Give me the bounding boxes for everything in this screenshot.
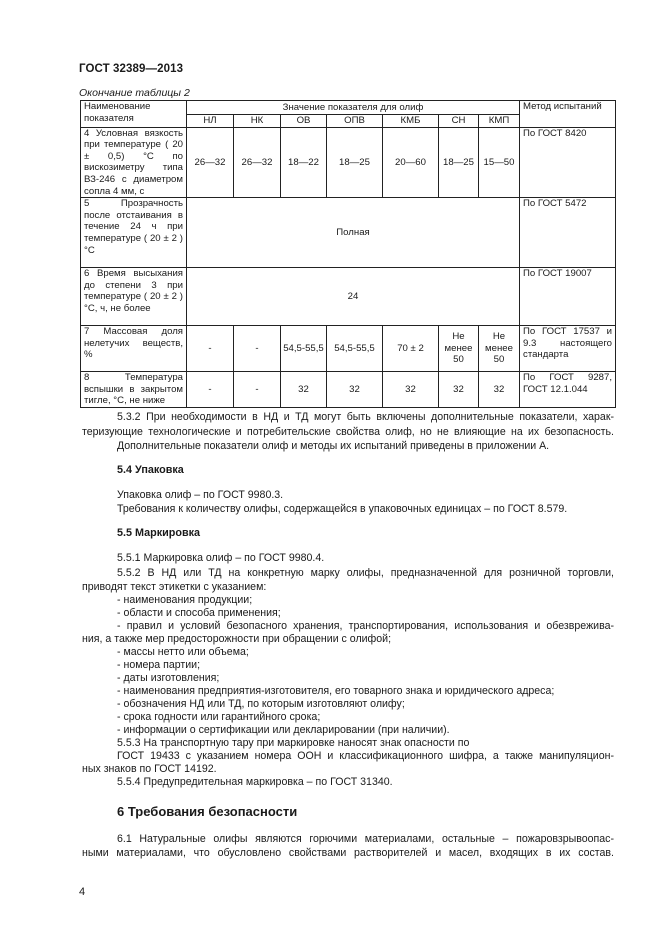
paragraph-line: ных знаков по ГОСТ 14192. bbox=[82, 763, 217, 775]
list-item: - массы нетто или объема; bbox=[117, 646, 249, 658]
table-row bbox=[81, 268, 616, 326]
value-cell: 32 bbox=[327, 372, 383, 408]
section-heading: 6 Требования безопасности bbox=[117, 804, 298, 819]
value-cell: 26—32 bbox=[187, 127, 234, 198]
list-item: - номера партии; bbox=[117, 659, 201, 671]
paragraph-line: Дополнительные показатели олиф и методы их испытаний приведены в приложении А. bbox=[117, 440, 550, 452]
value-cell: 15—50 bbox=[479, 127, 520, 198]
row-name-cell: 8 Температура вспышки в закрытом тигле, °С, не ниже bbox=[81, 372, 187, 408]
column-header: СН bbox=[439, 115, 479, 128]
value-cell: Не менее 50 bbox=[479, 326, 520, 372]
table-row bbox=[81, 127, 616, 198]
paragraph-line: ными материалами, что обусловлено свойствами растворителей и масел, входящих в их состав. bbox=[82, 847, 614, 859]
specification-table bbox=[80, 100, 616, 408]
value-cell: 70 ± 2 bbox=[383, 326, 439, 372]
value-cell: 20—60 bbox=[383, 127, 439, 198]
column-header: НЛ bbox=[187, 115, 234, 128]
list-item: - срока годности или гарантийного срока; bbox=[117, 711, 321, 723]
value-cell: 18—22 bbox=[281, 127, 327, 198]
paragraph-line: 5.5.3 На транспортную тару при маркировке наносят знак опасности по bbox=[117, 737, 470, 749]
merged-value-cell: Полная bbox=[187, 198, 520, 268]
value-cell: 32 bbox=[383, 372, 439, 408]
method-cell: По ГОСТ 19007 bbox=[520, 268, 616, 326]
section-heading: 5.5 Маркировка bbox=[117, 527, 201, 539]
column-header: НК bbox=[234, 115, 281, 128]
value-cell: - bbox=[187, 326, 234, 372]
paragraph-line: 6.1 Натуральные олифы являются горючими материалами, остальные – пожаровзрывоопас- bbox=[117, 833, 614, 845]
column-header: КМБ bbox=[383, 115, 439, 128]
paragraph-line: 5.5.1 Маркировка олиф – по ГОСТ 9980.4. bbox=[117, 552, 325, 564]
paragraph-line: приводят текст этикетки с указанием: bbox=[82, 581, 267, 593]
merged-value-cell: 24 bbox=[187, 268, 520, 326]
method-cell: По ГОСТ 5472 bbox=[520, 198, 616, 268]
paragraph-line: 5.3.2 При необходимости в НД и ТД могут быть включены дополнительные показатели, харак- bbox=[117, 411, 614, 423]
value-cell: - bbox=[187, 372, 234, 408]
row-name-cell: 6 Время высыхания до степени 3 при температуре ( 20 ± 2 ) °С, ч, не более bbox=[81, 268, 187, 326]
value-cell: - bbox=[234, 326, 281, 372]
method-cell: По ГОСТ 17537 и 9.3 настоящего стандарта bbox=[520, 326, 616, 372]
column-header: КМП bbox=[479, 115, 520, 128]
value-cell: - bbox=[234, 372, 281, 408]
list-item: ния, а также мер предосторожности при обращении с олифой; bbox=[82, 633, 392, 645]
value-cell: 54,5-55,5 bbox=[327, 326, 383, 372]
page-number: 4 bbox=[79, 886, 86, 898]
table-row bbox=[81, 198, 616, 268]
value-cell: 18—25 bbox=[327, 127, 383, 198]
header-group-cell: Значение показателя для олиф bbox=[187, 101, 520, 115]
table-caption: Окончание таблицы 2 bbox=[79, 87, 190, 99]
list-item: - области и способа применения; bbox=[117, 607, 281, 619]
row-name-cell: 4 Условная вязкость при температуре ( 20 ± 0,5) °С по вискозиметру типа ВЗ-246 с диаметром сопла 4 мм, с bbox=[81, 127, 187, 198]
value-cell: 32 bbox=[281, 372, 327, 408]
header-method-cell: Метод испытаний bbox=[520, 101, 616, 128]
value-cell: 26—32 bbox=[234, 127, 281, 198]
document-header: ГОСТ 32389—2013 bbox=[79, 63, 184, 75]
paragraph-line: Упаковка олиф – по ГОСТ 9980.3. bbox=[117, 489, 284, 501]
value-cell: 18—25 bbox=[439, 127, 479, 198]
method-cell: По ГОСТ 9287, ГОСТ 12.1.044 bbox=[520, 372, 616, 408]
list-item: - даты изготовления; bbox=[117, 672, 220, 684]
list-item: - обозначения НД или ТД, по которым изготовляют олифу; bbox=[117, 698, 405, 710]
row-name-cell: 5 Прозрачность после отстаивания в течение 24 ч при температуре ( 20 ± 2 ) °С bbox=[81, 198, 187, 268]
table-row bbox=[81, 326, 616, 372]
paragraph-line: теризующие технологические и потребительские свойства олиф, но не влияющие на их безопасность. bbox=[82, 426, 614, 438]
section-heading: 5.4 Упаковка bbox=[117, 464, 184, 476]
table-row bbox=[81, 372, 616, 408]
list-item: - наименования предприятия-изготовителя, его товарного знака и юридического адреса; bbox=[117, 685, 555, 697]
value-cell: 32 bbox=[439, 372, 479, 408]
value-cell: 32 bbox=[479, 372, 520, 408]
column-header: ОПВ bbox=[327, 115, 383, 128]
paragraph-line: Требования к количеству олифы, содержащейся в упаковочных единицах – по ГОСТ 8.579. bbox=[117, 503, 568, 515]
paragraph-line: ГОСТ 19433 с указанием номера ООН и классификационного шифра, а также манипуляцион- bbox=[117, 750, 614, 762]
value-cell: 54,5-55,5 bbox=[281, 326, 327, 372]
row-name-cell: 7 Массовая доля нелетучих веществ, % bbox=[81, 326, 187, 372]
value-cell: Не менее 50 bbox=[439, 326, 479, 372]
column-header: ОВ bbox=[281, 115, 327, 128]
paragraph-line: 5.5.2 В НД или ТД на конкретную марку олифы, предназначенной для розничной торговли, bbox=[117, 567, 614, 579]
header-name-cell: Наименование показателя bbox=[81, 101, 187, 128]
list-item: - информации о сертификации или декларировании (при наличии). bbox=[117, 724, 450, 736]
list-item: - правил и условий безопасного хранения, транспортирования, использования и обезврежива- bbox=[117, 620, 614, 632]
list-item: - наименования продукции; bbox=[117, 594, 253, 606]
method-cell: По ГОСТ 8420 bbox=[520, 127, 616, 198]
paragraph-line: 5.5.4 Предупредительная маркировка – по ГОСТ 31340. bbox=[117, 776, 393, 788]
